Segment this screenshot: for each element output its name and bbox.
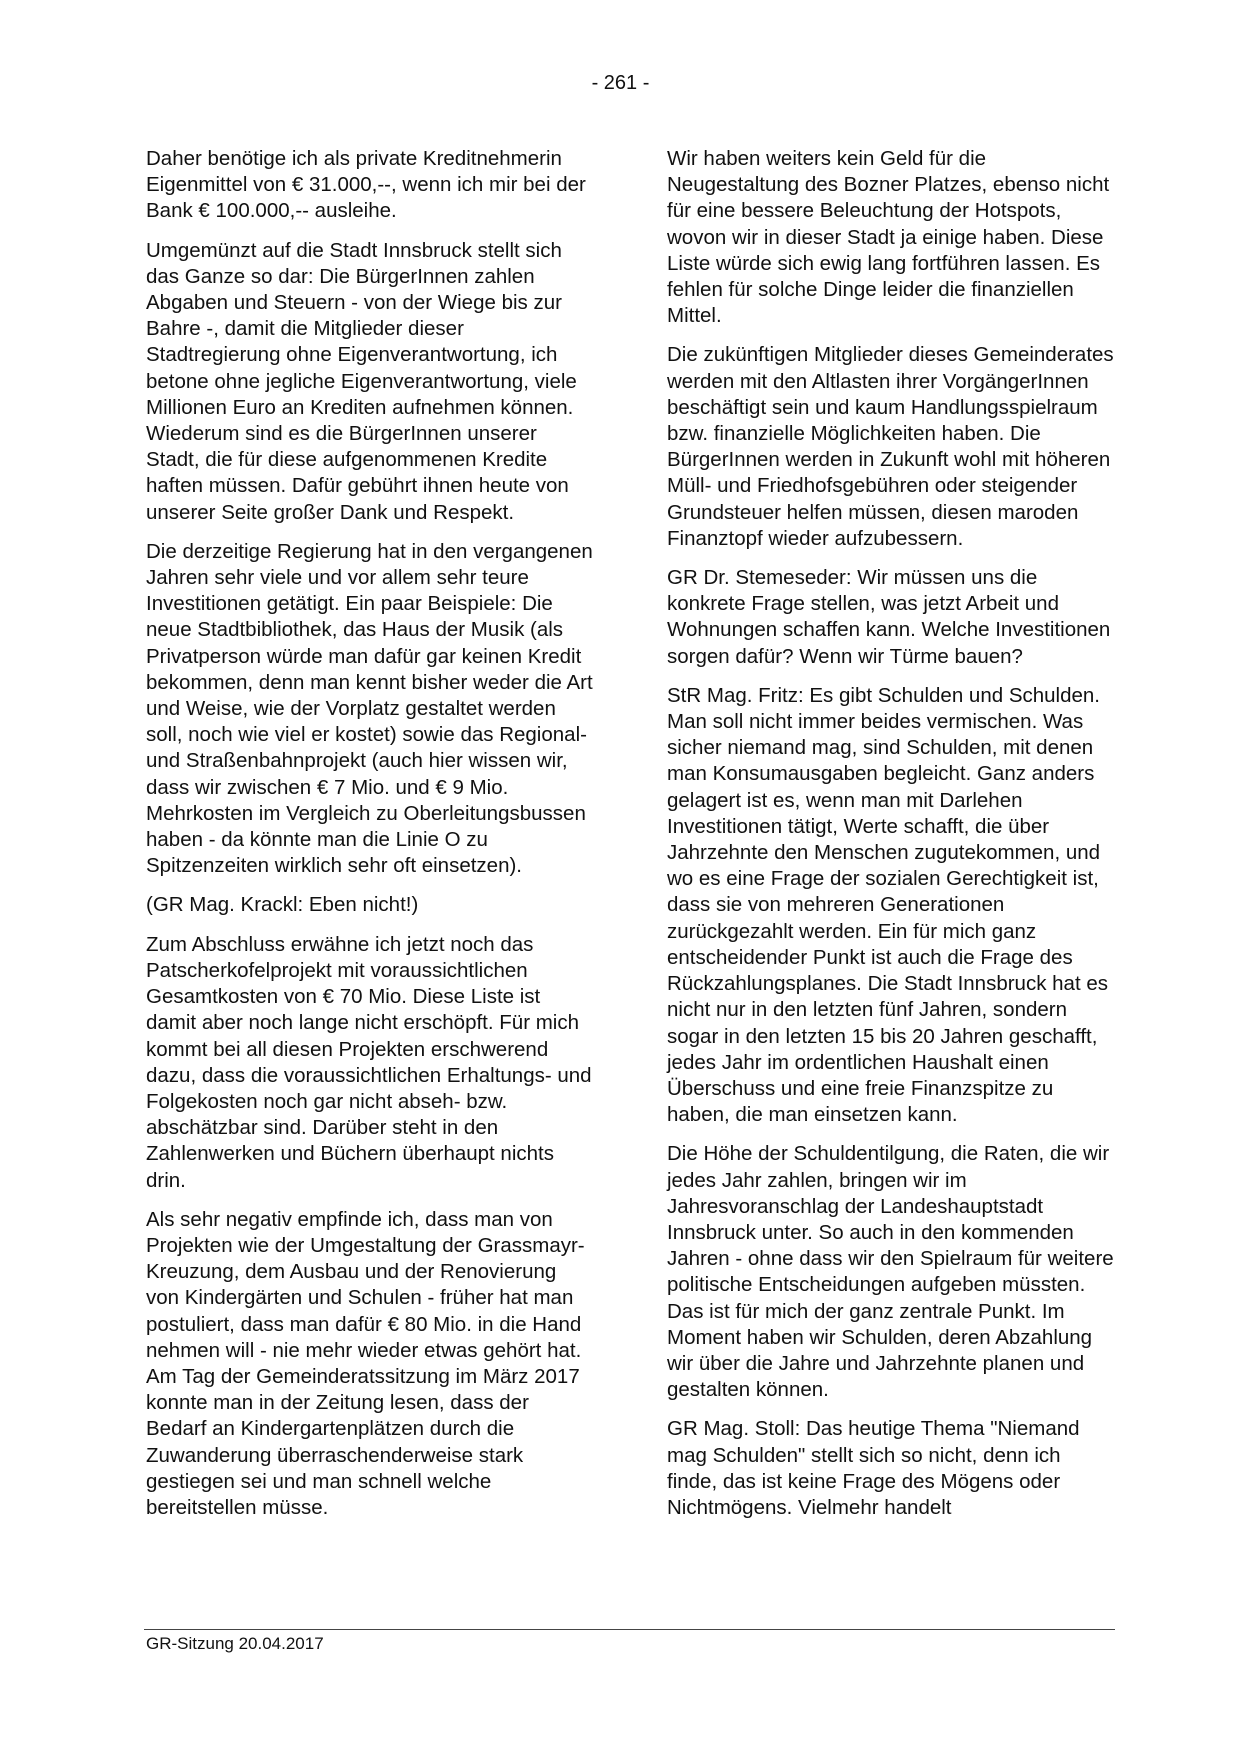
paragraph: Die zukünftigen Mitglieder dieses Gemeinderates werden mit den Altlasten ihrer VorgängerInnen beschäftigt sein und kaum Handlungsspielraum bzw. finanzielle Möglichkeiten haben. Die BürgerInnen werden in Zukunft wohl mit höheren Müll- und Friedhofsgebühren oder steigender Grundsteuer helfen müssen, diesen maroden Finanztopf wieder aufzubessern. [667, 343, 1114, 550]
speaker-paragraph: GR Mag. Stoll: Das heutige Thema "Niemand mag Schulden" stellt sich so nicht, denn ich finde, das ist keine Frage des Mögens oder Nichtmögens. Vielmehr handelt [667, 1417, 1080, 1519]
paragraph: Umgemünzt auf die Stadt Innsbruck stellt sich das Ganze so dar: Die BürgerInnen zahlen Abgaben und Steuern - von der Wiege bis zur Bahre -, damit die Mitglieder dieser Stadtregierung ohne Eigenverantwortung, ich betone ohne jegliche Eigenverantwortung, viele Millionen Euro an Krediten aufnehmen können. Wiederum sind es die BürgerInnen unserer Stadt, die für diese aufgenommenen Kredite haften müssen. Dafür gebührt ihnen heute von unserer Seite großer Dank und Respekt. [146, 238, 577, 524]
paragraph: Zum Abschluss erwähne ich jetzt noch das Patscherkofelprojekt mit voraussichtlichen Gesamtkosten von € 70 Mio. Diese Liste ist damit aber noch lange nicht erschöpft. Für mich kommt bei all diesen Projekten erschwerend dazu, dass die voraussichtlichen Erhaltungs- und Folgekosten noch gar nicht abseh- bzw. abschätzbar sind. Darüber steht in den Zahlenwerken und Büchern überhaupt nichts drin. [146, 932, 592, 1192]
interjection: (GR Mag. Krackl: Eben nicht!) [146, 893, 419, 917]
right-column [667, 146, 1115, 1534]
paragraph: Als sehr negativ empfinde ich, dass man von Projekten wie der Umgestaltung der Grassmayr-Kreuzung, dem Ausbau und der Renovierung von Kindergärten und Schulen - früher hat man postuliert, dass man dafür € 80 Mio. in die Hand nehmen will - nie mehr wieder etwas gehört hat. Am Tag der Gemeinderatssitzung im März 2017 konnte man in der Zeitung lesen, dass der Bedarf an Kindergartenplätzen durch die Zuwanderung überraschenderweise stark gestiegen sei und man schnell welche bereitstellen müsse. [146, 1207, 585, 1519]
footer-divider [144, 1629, 1115, 1630]
left-column [146, 146, 594, 1534]
footer-session-date: GR-Sitzung 20.04.2017 [146, 1634, 324, 1653]
paragraph: Die Höhe der Schuldentilgung, die Raten, die wir jedes Jahr zahlen, bringen wir im Jahresvoranschlag der Landeshauptstadt Innsbruck unter. So auch in den kommenden Jahren - ohne dass wir den Spielraum für weitere politische Entscheidungen aufgeben müssten. Das ist für mich der ganz zentrale Punkt. Im Moment haben wir Schulden, deren Abzahlung wir über die Jahre und Jahrzehnte planen und gestalten können. [667, 1142, 1114, 1402]
paragraph: Daher benötige ich als private Kreditnehmerin Eigenmittel von € 31.000,--, wenn ich mir bei der Bank € 100.000,-- ausleihe. [146, 147, 586, 223]
speaker-paragraph: GR Dr. Stemeseder: Wir müssen uns die konkrete Frage stellen, was jetzt Arbeit und Wohnungen schaffen kann. Welche Investitionen sorgen dafür? Wenn wir Türme bauen? [667, 566, 1111, 668]
page-number: - 261 - [591, 72, 650, 94]
paragraph: Wir haben weiters kein Geld für die Neugestaltung des Bozner Platzes, ebenso nicht für eine bessere Beleuchtung der Hotspots, wovon wir in dieser Stadt ja einige haben. Diese Liste würde sich ewig lang fortführen lassen. Es fehlen für solche Dinge leider die finanziellen Mittel. [667, 147, 1110, 328]
paragraph: Die derzeitige Regierung hat in den vergangenen Jahren sehr viele und vor allem sehr teure Investitionen getätigt. Ein paar Beispiele: Die neue Stadtbibliothek, das Haus der Musik (als Privatperson würde man dafür gar keinen Kredit bekommen, denn man kennt bisher weder die Art und Weise, wie der Vorplatz gestaltet werden soll, noch wie viel er kostet) sowie das Regional- und Straßenbahnprojekt (auch hier wissen wir, dass wir zwischen € 7 Mio. und € 9 Mio. Mehrkosten im Vergleich zu Oberleitungsbussen haben - da könnte man die Linie O zu Spitzenzeiten wirklich sehr oft einsetzen). [146, 539, 593, 878]
speaker-paragraph: StR Mag. Fritz: Es gibt Schulden und Schulden. Man soll nicht immer beides vermischen. Was sicher niemand mag, sind Schulden, mit denen man Konsumausgaben begleicht. Ganz anders gelagert ist es, wenn man mit Darlehen Investitionen tätigt, Werte schafft, die über Jahrzehnte den Menschen zugutekommen, und wo es eine Frage der sozialen Gerechtigkeit ist, dass sie von mehreren Generationen zurückgezahlt werden. Ein für mich ganz entscheidender Punkt ist auch die Frage des Rückzahlungsplanes. Die Stadt Innsbruck hat es nicht nur in den letzten fünf Jahren, sondern sogar in den letzten 15 bis 20 Jahren geschafft, jedes Jahr im ordentlichen Haushalt einen Überschuss und eine freie Finanzspitze zu haben, die man einsetzen kann. [667, 683, 1109, 1127]
